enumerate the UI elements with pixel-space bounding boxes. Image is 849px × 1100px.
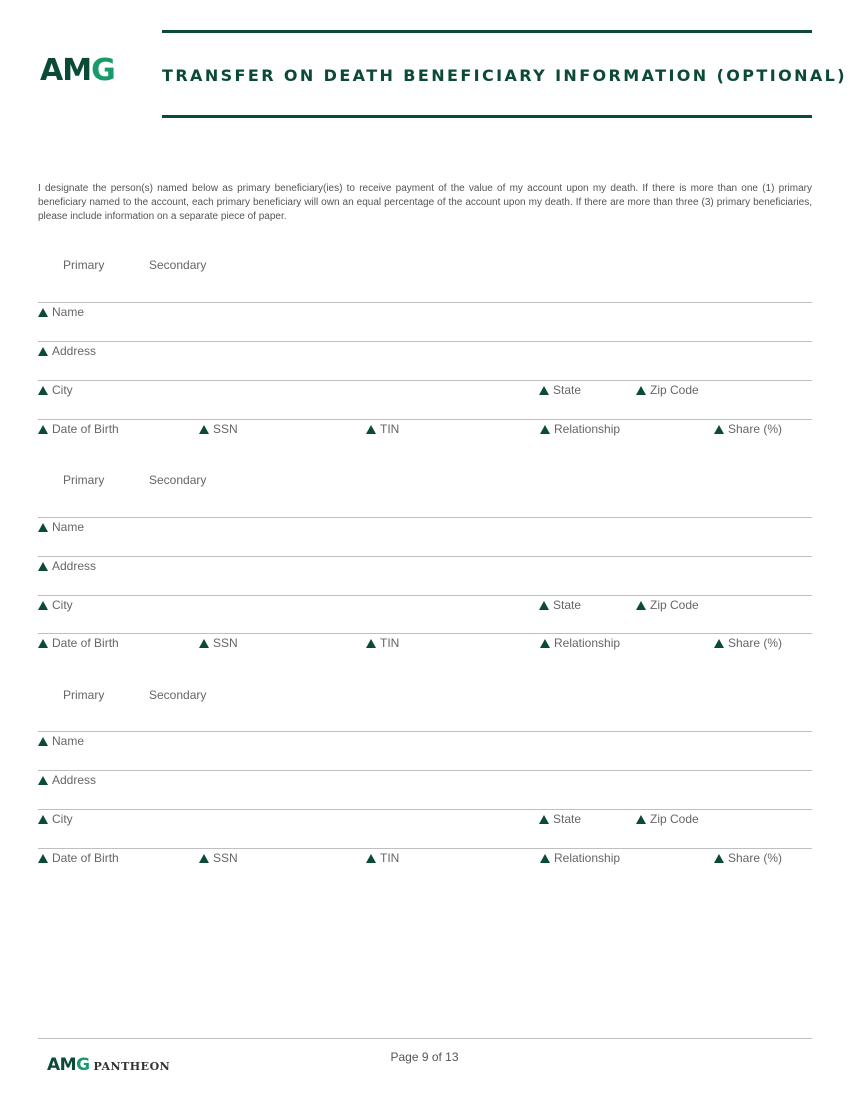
dob-field[interactable]: Date of Birth xyxy=(38,636,119,650)
triangle-icon xyxy=(636,386,646,395)
triangle-icon xyxy=(540,854,550,863)
triangle-icon xyxy=(636,601,646,610)
triangle-icon xyxy=(38,776,48,785)
city-field[interactable]: City xyxy=(38,383,73,397)
primary-option[interactable]: Primary xyxy=(63,473,105,487)
triangle-icon xyxy=(38,308,48,317)
name-line xyxy=(38,302,812,303)
secondary-option[interactable]: Secondary xyxy=(149,258,207,272)
tin-field[interactable]: TIN xyxy=(366,422,399,436)
triangle-icon xyxy=(714,639,724,648)
triangle-icon xyxy=(199,854,209,863)
triangle-icon xyxy=(636,815,646,824)
name-field[interactable]: Name xyxy=(38,305,84,319)
triangle-icon xyxy=(38,601,48,610)
ssn-field[interactable]: SSN xyxy=(199,636,238,650)
zip-field[interactable]: Zip Code xyxy=(636,812,699,826)
zip-field[interactable]: Zip Code xyxy=(636,383,699,397)
ssn-field[interactable]: SSN xyxy=(199,422,238,436)
triangle-icon xyxy=(38,737,48,746)
triangle-icon xyxy=(38,425,48,434)
address-line xyxy=(38,556,812,557)
triangle-icon xyxy=(38,562,48,571)
dob-field[interactable]: Date of Birth xyxy=(38,422,119,436)
tin-field[interactable]: TIN xyxy=(366,636,399,650)
zip-field[interactable]: Zip Code xyxy=(636,598,699,612)
address-line xyxy=(38,341,812,342)
state-field[interactable]: State xyxy=(539,598,581,612)
triangle-icon xyxy=(366,425,376,434)
city-field[interactable]: City xyxy=(38,812,73,826)
city-line xyxy=(38,380,812,381)
triangle-icon xyxy=(539,815,549,824)
address-field[interactable]: Address xyxy=(38,773,96,787)
triangle-icon xyxy=(366,639,376,648)
triangle-icon xyxy=(539,386,549,395)
triangle-icon xyxy=(539,601,549,610)
triangle-icon xyxy=(38,854,48,863)
secondary-option[interactable]: Secondary xyxy=(149,473,207,487)
address-line xyxy=(38,770,812,771)
footer-rule xyxy=(38,1038,812,1039)
details-line xyxy=(38,419,812,420)
dob-field[interactable]: Date of Birth xyxy=(38,851,119,865)
state-field[interactable]: State xyxy=(539,383,581,397)
triangle-icon xyxy=(714,425,724,434)
state-field[interactable]: State xyxy=(539,812,581,826)
city-line xyxy=(38,595,812,596)
beneficiary-block xyxy=(38,688,812,878)
share-field[interactable]: Share (%) xyxy=(714,851,782,865)
triangle-icon xyxy=(38,523,48,532)
address-field[interactable]: Address xyxy=(38,344,96,358)
triangle-icon xyxy=(540,639,550,648)
relationship-field[interactable]: Relationship xyxy=(540,851,620,865)
details-line xyxy=(38,848,812,849)
intro-paragraph: I designate the person(s) named below as primary beneficiary(ies) to receive payment of the value of my account upon my death. If there is more than one (1) primary beneficiary named to the account, each primary beneficiary will own an equal percentage of the account upon my death. If there are more than three (3) primary beneficiaries, please include information on a separate piece of paper. xyxy=(38,183,812,222)
amg-pantheon-logo: AMG PANTHEON xyxy=(47,1055,171,1075)
triangle-icon xyxy=(199,639,209,648)
triangle-icon xyxy=(540,425,550,434)
header-top-rule xyxy=(162,30,812,33)
primary-option[interactable]: Primary xyxy=(63,688,105,702)
city-field[interactable]: City xyxy=(38,598,73,612)
name-field[interactable]: Name xyxy=(38,734,84,748)
beneficiary-block xyxy=(38,473,812,663)
share-field[interactable]: Share (%) xyxy=(714,422,782,436)
triangle-icon xyxy=(38,386,48,395)
details-line xyxy=(38,633,812,634)
ssn-field[interactable]: SSN xyxy=(199,851,238,865)
page-number: Page 9 of 13 xyxy=(390,1050,459,1064)
page-title: TRANSFER ON DEATH BENEFICIARY INFORMATION (OPTIONAL) xyxy=(162,66,847,85)
beneficiary-block xyxy=(38,258,812,448)
primary-option[interactable]: Primary xyxy=(63,258,105,272)
name-line xyxy=(38,731,812,732)
triangle-icon xyxy=(38,347,48,356)
relationship-field[interactable]: Relationship xyxy=(540,636,620,650)
secondary-option[interactable]: Secondary xyxy=(149,688,207,702)
triangle-icon xyxy=(199,425,209,434)
amg-logo: AMG xyxy=(40,53,115,88)
triangle-icon xyxy=(38,815,48,824)
header-bottom-rule xyxy=(162,115,812,118)
name-field[interactable]: Name xyxy=(38,520,84,534)
triangle-icon xyxy=(366,854,376,863)
relationship-field[interactable]: Relationship xyxy=(540,422,620,436)
address-field[interactable]: Address xyxy=(38,559,96,573)
name-line xyxy=(38,517,812,518)
share-field[interactable]: Share (%) xyxy=(714,636,782,650)
triangle-icon xyxy=(714,854,724,863)
city-line xyxy=(38,809,812,810)
tin-field[interactable]: TIN xyxy=(366,851,399,865)
triangle-icon xyxy=(38,639,48,648)
